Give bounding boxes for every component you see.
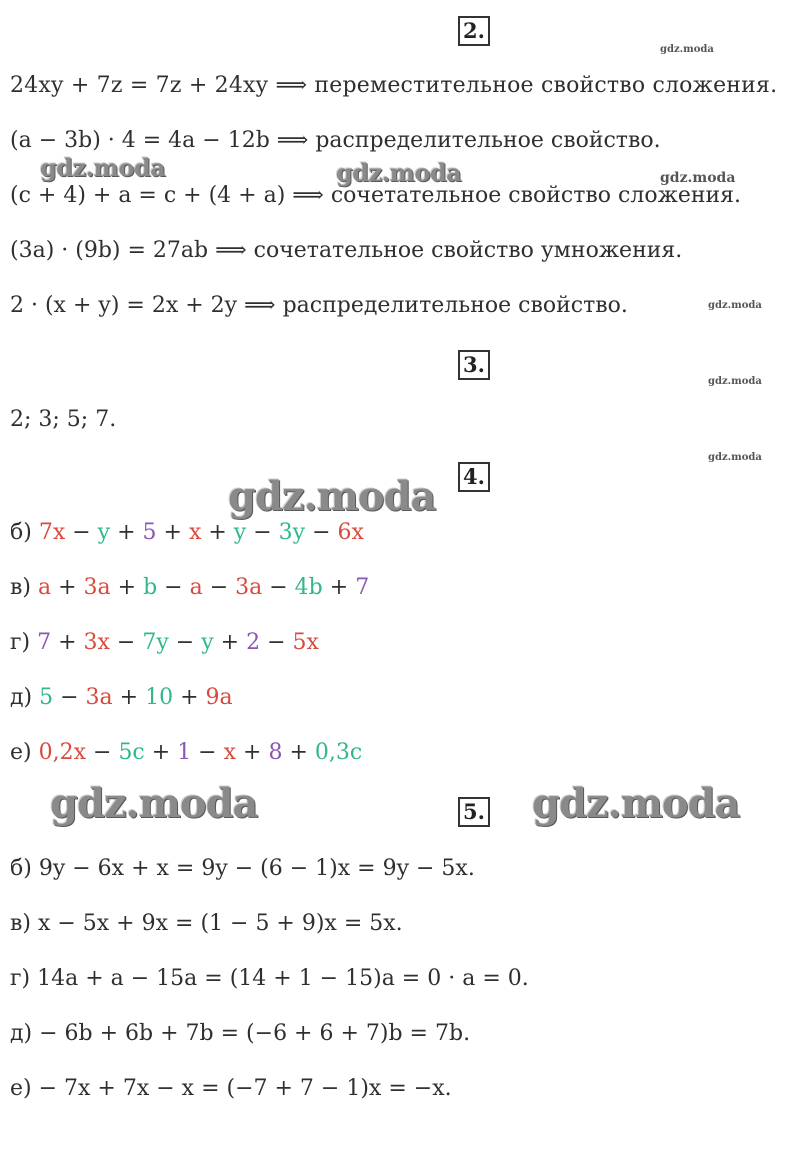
expression-term: 7 — [355, 575, 370, 600]
task4-item — [10, 574, 369, 602]
expression-term: 7 — [37, 630, 52, 655]
expression-term: a — [37, 575, 52, 600]
item-label: д) — [10, 685, 40, 710]
item-label: в) — [10, 575, 38, 600]
task4-item — [10, 629, 319, 657]
expression-term: x — [188, 520, 202, 545]
expression-term: + — [51, 630, 84, 655]
task-number-5: 5. — [458, 797, 490, 827]
expression-term: 5 — [39, 685, 54, 710]
expression-term: + — [322, 575, 356, 600]
task2-line-1: 24xy + 7z = 7z + 24xy ⟹ переместительное свойство сложения. — [10, 73, 778, 98]
expression-term: + — [144, 740, 178, 765]
expression-term: 5c — [118, 740, 145, 765]
expression-term: 3a — [235, 575, 263, 600]
expression-term: + — [112, 685, 146, 710]
expression-term: 5x — [292, 630, 319, 655]
expression-term: 6x — [337, 520, 364, 545]
expression-term: 4b — [294, 575, 323, 600]
expression-term: + — [213, 630, 247, 655]
expression-term: 9a — [205, 685, 233, 710]
task2-line-3: (c + 4) + a = c + (4 + a) ⟹ сочетательное свойство сложения. — [10, 183, 742, 208]
watermark: gdz.moda — [660, 44, 714, 55]
expression-term: − — [157, 575, 190, 600]
expression-term: + — [173, 685, 206, 710]
expression-term: + — [282, 740, 315, 765]
item-label: е) — [10, 740, 39, 765]
expression-term: + — [156, 520, 189, 545]
task5-line-3: г) 14a + a − 15a = (14 + 1 − 15)a = 0 · a = 0. — [10, 966, 529, 991]
expression-term: y — [233, 520, 247, 545]
expression-term: 3y — [278, 520, 306, 545]
watermark: gdz.moda — [336, 158, 462, 187]
task-number-3: 3. — [458, 350, 490, 380]
expression-term: − — [246, 520, 279, 545]
expression-term: 2 — [246, 630, 261, 655]
expression-term: − — [86, 740, 119, 765]
expression-term: x — [223, 740, 237, 765]
task3-answer: 2; 3; 5; 7. — [10, 407, 117, 432]
expression-term: − — [168, 630, 202, 655]
expression-term: + — [110, 520, 143, 545]
watermark: gdz.moda — [228, 473, 436, 520]
expression-term: − — [305, 520, 338, 545]
expression-term: 0,2x — [38, 740, 87, 765]
expression-term: − — [191, 740, 224, 765]
task2-line-4: (3a) · (9b) = 27ab ⟹ сочетательное свойство умножения. — [10, 238, 683, 263]
expression-term: − — [109, 630, 143, 655]
item-label: г) — [10, 630, 38, 655]
task2-line-5: 2 · (x + y) = 2x + 2y ⟹ распределительное свойство. — [10, 293, 628, 318]
expression-term: 3a — [83, 575, 111, 600]
expression-term: + — [51, 575, 84, 600]
expression-term: 3a — [85, 685, 113, 710]
task-number-2: 2. — [458, 16, 490, 46]
expression-term: a — [189, 575, 203, 600]
expression-term: − — [202, 575, 236, 600]
watermark: gdz.moda — [50, 780, 258, 827]
task5-line-4: д) − 6b + 6b + 7b = (−6 + 6 + 7)b = 7b. — [10, 1021, 471, 1046]
expression-term: 8 — [268, 740, 283, 765]
expression-term: y — [97, 520, 111, 545]
task5-line-2: в) x − 5x + 9x = (1 − 5 + 9)x = 5x. — [10, 911, 403, 936]
expression-term: 3x — [83, 630, 110, 655]
task4-item — [10, 519, 364, 547]
expression-term: y — [201, 630, 214, 655]
expression-term: b — [143, 575, 158, 600]
expression-term: + — [236, 740, 269, 765]
expression-term: 7y — [142, 630, 169, 655]
expression-term: − — [65, 520, 98, 545]
expression-term: − — [53, 685, 86, 710]
task5-line-5: е) − 7x + 7x − x = (−7 + 7 − 1)x = −x. — [10, 1076, 452, 1101]
watermark: gdz.moda — [660, 170, 736, 186]
expression-term: + — [110, 575, 144, 600]
task-number-4: 4. — [458, 462, 490, 492]
watermark: gdz.moda — [708, 376, 762, 387]
task2-line-2: (a − 3b) · 4 = 4a − 12b ⟹ распределительное свойство. — [10, 128, 661, 153]
item-label: б) — [10, 520, 39, 545]
watermark: gdz.moda — [532, 780, 740, 827]
expression-term: 10 — [145, 685, 174, 710]
expression-term: + — [201, 520, 234, 545]
watermark: gdz.moda — [708, 452, 762, 463]
expression-term: 1 — [177, 740, 192, 765]
expression-term: 0,3c — [314, 740, 363, 765]
expression-term: − — [260, 630, 293, 655]
expression-term: 5 — [142, 520, 157, 545]
watermark: gdz.moda — [40, 153, 166, 182]
task4-item — [10, 739, 362, 767]
expression-term: 7x — [38, 520, 66, 545]
watermark: gdz.moda — [708, 300, 762, 311]
task5-line-1: б) 9y − 6x + x = 9y − (6 − 1)x = 9y − 5x. — [10, 856, 475, 881]
task4-item — [10, 684, 233, 712]
expression-term: − — [262, 575, 295, 600]
